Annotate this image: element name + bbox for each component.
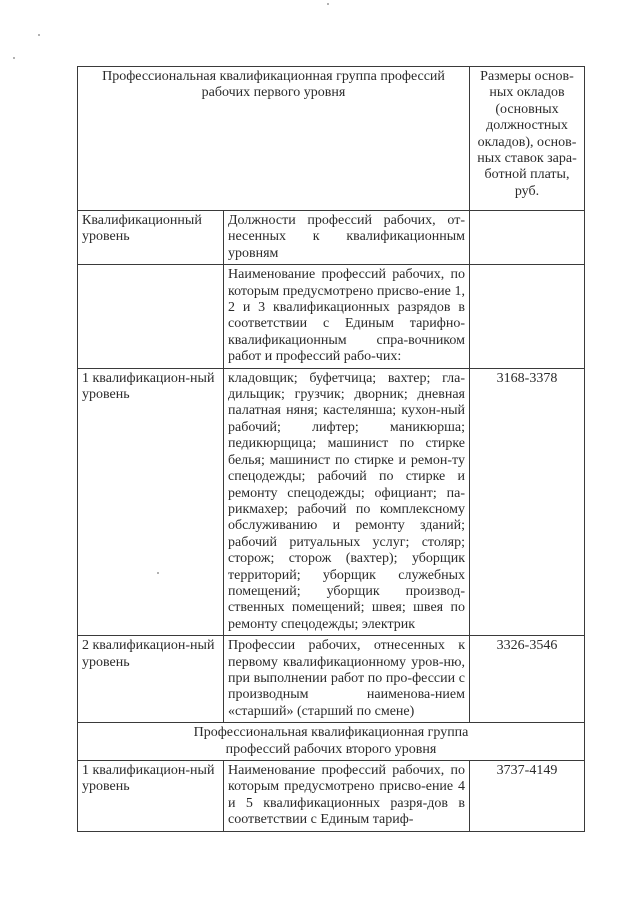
positions-text: кладовщик; буфетчица; вахтер; гла-дильщик; грузчик; дворник; дневная палатная няня; кастелянша; кухон-ный рабочий; лифтер; маникюрша; педикюрщица; машинист по стирке белья; машинист по стирке и ремон-ту спецодежды; рабочий по стирке и ремонту спецодежды; официант; па-рикмахер; рабочий по комплексному обслуживанию и ремонту зданий; рабочий ритуальных услуг; столяр; сторож; сторож (вахтер); уборщик территорий; уборщик служебных помещений; уборщик производ-ственных помещений; швея; швея по ремонту спецодежды; электрик [228, 370, 465, 632]
positions-text: Наименование профессий рабочих, по которым предусмотрено присво-ение 4 и 5 квалификационных разря-дов в соответствии с Единым тариф- [228, 763, 465, 828]
level-cell [78, 761, 224, 832]
salary-header: Размеры основ-ных окладов (основных должностных окладов), основ-ных ставок зара-ботной платы, руб. [477, 69, 577, 199]
level-text: 1 квалификацион-ный уровень [82, 370, 215, 403]
scan-speck [13, 57, 15, 59]
group-title-cell [78, 67, 470, 211]
table-row [78, 368, 585, 636]
salary-table [77, 66, 585, 832]
table-header-row [78, 67, 585, 211]
positions-text: Профессии рабочих, отнесенных к первому квалификационному уров-ню, при выполнении работ по про-фессии с производным наименова-нием «старший» (старший по смене) [228, 638, 465, 719]
table-row [78, 265, 585, 368]
level-cell [78, 636, 224, 723]
salary-value: 3326-3546 [496, 638, 558, 654]
group2-title-cell [78, 723, 585, 761]
group2-title: Профессиональная квалификационная группа профессий рабочих второго уровня [193, 725, 469, 757]
empty-cell [470, 211, 585, 265]
positions-cell [224, 368, 470, 636]
salary-value: 3737-4149 [496, 763, 558, 778]
salary-header-cell [470, 67, 585, 211]
empty-cell [470, 265, 585, 368]
salary-cell [470, 636, 585, 723]
positions-cell [224, 636, 470, 723]
table-row [78, 761, 585, 832]
level-text: 2 квалификацион-ный уровень [82, 638, 215, 670]
positions-label-cell [224, 211, 470, 265]
section-title-row [78, 723, 585, 761]
positions-cell [224, 761, 470, 832]
subheader-row [78, 211, 585, 265]
group1-intro-cell [224, 265, 470, 368]
level-label-cell [78, 211, 224, 265]
salary-cell [470, 761, 585, 832]
empty-cell [78, 265, 224, 368]
scan-speck [327, 3, 329, 5]
positions-label: Должности профессий рабочих, от-несенных к квалификационным уровням [228, 213, 465, 261]
salary-value: 3168-3378 [496, 370, 558, 386]
scan-speck [38, 34, 40, 36]
table-row [78, 636, 585, 723]
level-cell [78, 368, 224, 636]
group-title: Профессиональная квалификационная группа профессий рабочих первого уровня [102, 69, 445, 101]
salary-cell [470, 368, 585, 636]
group1-intro: Наименование профессий рабочих, по которым предусмотрено присво-ение 1, 2 и 3 квалификационных разрядов в соответствии с Единым тарифно-квалификационным спра-вочником работ и профессий рабо-чих: [228, 267, 465, 365]
level-text: 1 квалификацион-ный уровень [82, 763, 215, 795]
level-label: Квалификационный уровень [82, 213, 202, 245]
